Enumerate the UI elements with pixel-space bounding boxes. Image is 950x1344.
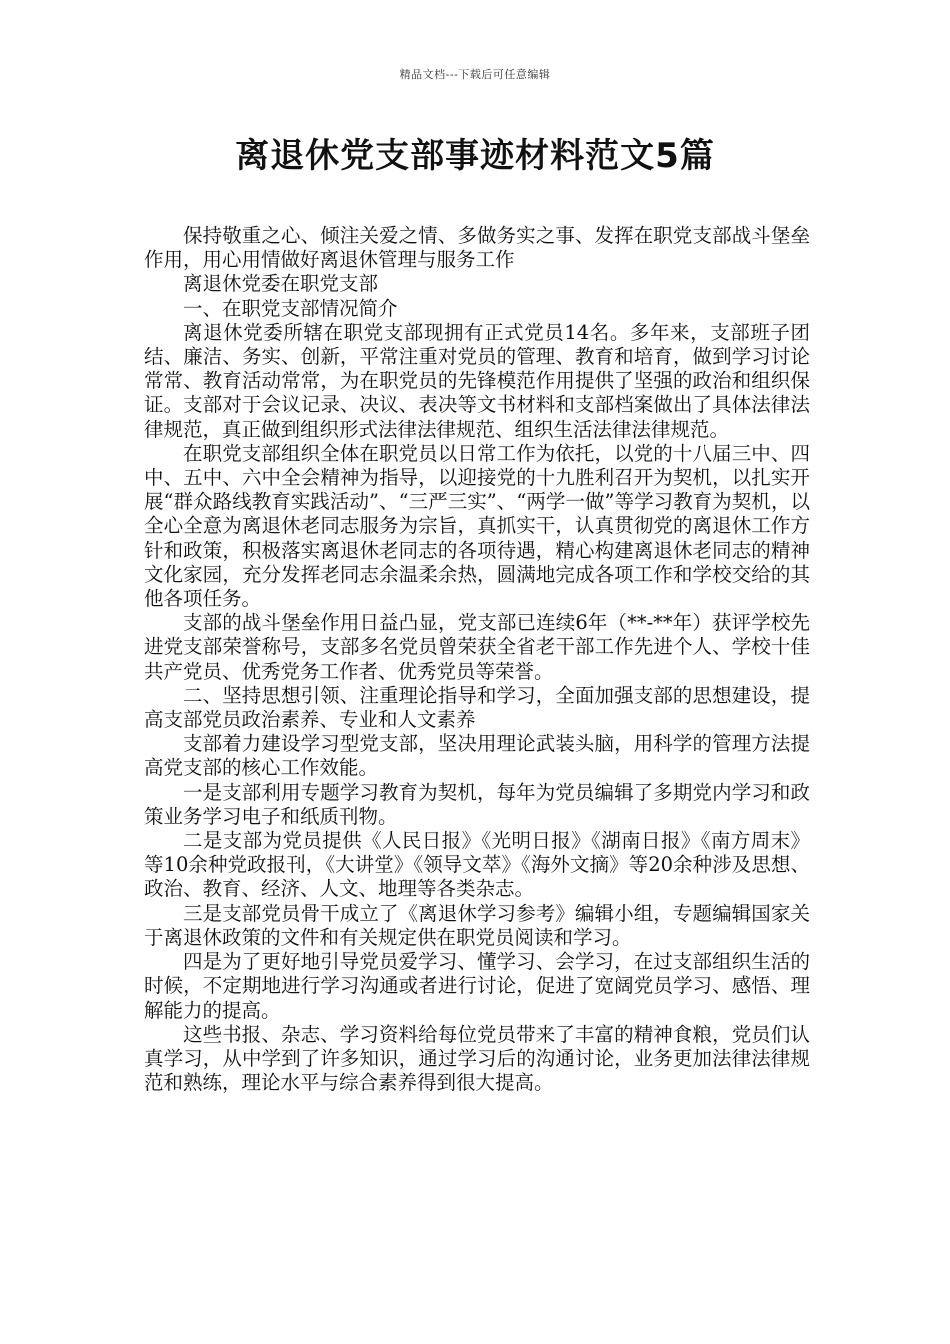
paragraph-point-4: 四是为了更好地引导党员爱学习、懂学习、会学习，在过支部组织生活的时候，不定期地进行学习沟通或者进行讨论，促进了宽阔党员学习、感悟、理解能力的提高。 xyxy=(144,950,810,1022)
section-heading-2: 二、坚持思想引领、注重理论指导和学习，全面加强支部的思想建设，提高支部党员政治素养、专业和人文素养 xyxy=(144,683,810,732)
paragraph-branch-overview: 离退休党委所辖在职党支部现拥有正式党员14名。多年来，支部班子团结、廉洁、务实、创新，平常注重对党员的管理、教育和培育，做到学习讨论常常、教育活动常常，为在职党员的先锋模范作用提供了坚强的政治和组织保证。支部对于会议记录、决议、表决等文书材料和支部档案做出了具体法律法律规范，真正做到组织形式法律法律规范、组织生活法律法律规范。 xyxy=(144,320,810,441)
paragraph-honors: 支部的战斗堡垒作用日益凸显，党支部已连续6年（**-**年）获评学校先进党支部荣誉称号，支部多名党员曾荣获全省老干部工作先进个人、学校十佳共产党员、优秀党务工作者、优秀党员等荣誉。 xyxy=(144,611,810,683)
paragraph-point-3: 三是支部党员骨干成立了《离退休学习参考》编辑小组，专题编辑国家关于离退休政策的文件和有关规定供在职党员阅读和学习。 xyxy=(144,901,810,949)
document-body xyxy=(144,224,810,1095)
paragraph-point-1: 一是支部利用专题学习教育为契机，每年为党员编辑了多期党内学习和政策业务学习电子和纸质刊物。 xyxy=(144,780,810,828)
paragraph-point-2: 二是支部为党员提供《人民日报》《光明日报》《湖南日报》《南方周末》等10余种党政报刊，《大讲堂》《领导文萃》《海外文摘》等20余种涉及思想、政治、教育、经济、人文、地理等各类杂志。 xyxy=(144,829,810,901)
paragraph-org-name: 离退休党委在职党支部 xyxy=(183,272,379,296)
header-note: 精品文档---下载后可任意编辑 xyxy=(399,68,551,81)
paragraph-intro: 保持敬重之心、倾注关爱之情、多做务实之事、发挥在职党支部战斗堡垒作用，用心用情做好离退休管理与服务工作 xyxy=(144,224,810,272)
paragraph-summary: 这些书报、杂志、学习资料给每位党员带来了丰富的精神食粮，党员们认真学习，从中学到了许多知识，通过学习后的沟通讨论，业务更加法律法律规范和熟练，理论水平与综合素养得到很大提高。 xyxy=(144,1022,810,1095)
document-title: 离退休党支部事迹材料范文5篇 xyxy=(235,136,715,176)
paragraph-learning-branch: 支部着力建设学习型党支部，坚决用理论武装头脑，用科学的管理方法提高党支部的核心工作效能。 xyxy=(144,732,810,780)
section-heading-1: 一、在职党支部情况简介 xyxy=(183,296,398,320)
paragraph-branch-work: 在职党支部组织全体在职党员以日常工作为依托，以党的十八届三中、四中、五中、六中全会精神为指导，以迎接党的十九胜利召开为契机，以扎实开展“群众路线教育实践活动”、“三严三实”、“两学一做”等学习教育为契机，以全心全意为离退休老同志服务为宗旨，真抓实干，认真贯彻党的离退休工作方针和政策，积极落实离退休老同志的各项待遇，精心构建离退休老同志的精神文化家园，充分发挥老同志余温柔余热，圆满地完成各项工作和学校交给的其他各项任务。 xyxy=(144,441,810,611)
